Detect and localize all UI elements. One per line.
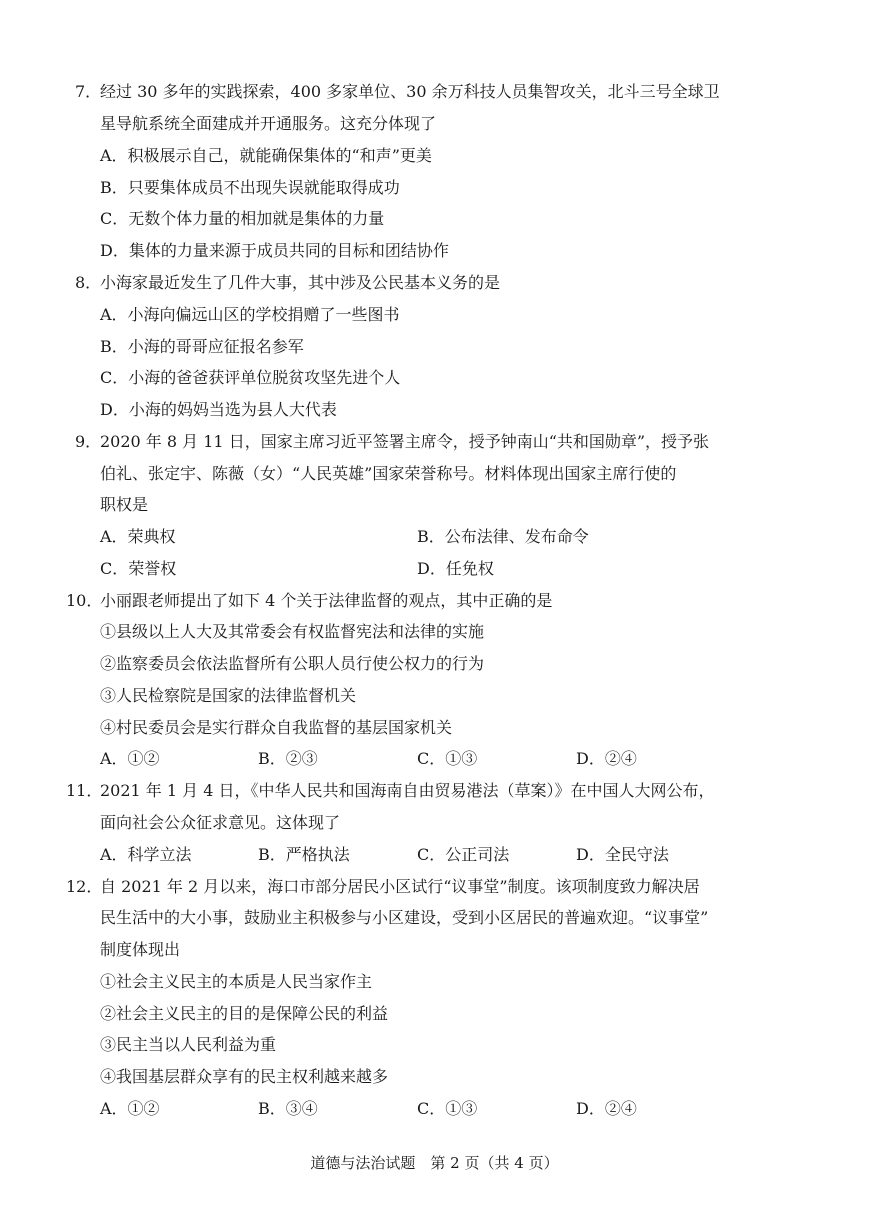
q10-number: 10．	[66, 591, 103, 610]
q7-option-d: D．集体的力量来源于成员共同的目标和团结协作	[100, 241, 449, 260]
q12-option-a: A．①②	[100, 1099, 160, 1118]
q8-option-a: A．小海向偏远山区的学校捐赠了一些图书	[100, 305, 400, 324]
q10-statement-2: ②监察委员会依法监督所有公职人员行使公权力的行为	[100, 654, 485, 673]
q12-option-d: D．②④	[576, 1099, 637, 1118]
q9-number: 9．	[75, 432, 102, 451]
q8-number: 8．	[75, 273, 102, 292]
q10-option-b: B．②③	[258, 749, 318, 768]
q12-option-c: C．①③	[417, 1099, 478, 1118]
q9-option-b: B．公布法律、发布命令	[417, 527, 589, 546]
q11-number: 11．	[66, 781, 103, 800]
q8-stem-line1: 小海家最近发生了几件大事，其中涉及公民基本义务的是	[100, 273, 501, 292]
q12-stem-line3: 制度体现出	[100, 940, 181, 959]
q11-option-b: B．严格执法	[258, 845, 350, 864]
q7-option-c: C．无数个体力量的相加就是集体的力量	[100, 209, 385, 228]
q7-option-b: B．只要集体成员不出现失误就能取得成功	[100, 178, 400, 197]
q12-statement-1: ①社会主义民主的本质是人民当家作主	[100, 972, 373, 991]
q12-statement-4: ④我国基层群众享有的民主权利越来越多	[100, 1067, 389, 1086]
q9-option-a: A．荣典权	[100, 527, 176, 546]
q9-option-c: C．荣誉权	[100, 559, 177, 578]
q12-stem-line2: 民生活中的大小事，鼓励业主积极参与小区建设，受到小区居民的普遍欢迎。“议事堂”	[100, 908, 709, 927]
q11-stem-line2: 面向社会公众征求意见。这体现了	[100, 813, 341, 832]
q7-number: 7．	[75, 82, 102, 101]
q11-option-a: A．科学立法	[100, 845, 192, 864]
q8-option-c: C．小海的爸爸获评单位脱贫攻坚先进个人	[100, 368, 401, 387]
q7-stem-line2: 星导航系统全面建成并开通服务。这充分体现了	[100, 114, 437, 133]
q12-option-b: B．③④	[258, 1099, 318, 1118]
q11-option-c: C．公正司法	[417, 845, 510, 864]
q8-option-d: D．小海的妈妈当选为县人大代表	[100, 400, 337, 419]
q9-stem-line2: 伯礼、张定宇、陈薇（女）“人民英雄”国家荣誉称号。材料体现出国家主席行使的	[100, 464, 677, 483]
q10-statement-4: ④村民委员会是实行群众自我监督的基层国家机关	[100, 718, 453, 737]
q12-stem-line1: 自 2021 年 2 月以来，海口市部分居民小区试行“议事堂”制度。该项制度致力解决居	[100, 877, 700, 896]
q10-option-a: A．①②	[100, 749, 160, 768]
q10-statement-1: ①县级以上人大及其常委会有权监督宪法和法律的实施	[100, 622, 485, 641]
q9-stem-line1: 2020 年 8 月 11 日，国家主席习近平签署主席令，授予钟南山“共和国勋章”，授予张	[100, 432, 710, 451]
q11-option-d: D．全民守法	[576, 845, 669, 864]
q10-option-d: D．②④	[576, 749, 637, 768]
q12-statement-3: ③民主当以人民利益为重	[100, 1035, 277, 1054]
page-footer: 道德与法治试题 第 2 页（共 4 页）	[310, 1154, 559, 1172]
q12-number: 12．	[66, 877, 103, 896]
q7-option-a: A．积极展示自己，就能确保集体的“和声”更美	[100, 146, 432, 165]
q11-stem-line1: 2021 年 1 月 4 日，《中华人民共和国海南自由贸易港法（草案）》在中国人大网公布，	[100, 781, 715, 800]
q9-option-d: D．任免权	[417, 559, 494, 578]
q8-option-b: B．小海的哥哥应征报名参军	[100, 337, 304, 356]
q7-stem-line1: 经过 30 多年的实践探索，400 多家单位、30 余万科技人员集智攻关，北斗三号全球卫	[100, 82, 720, 101]
q10-option-c: C．①③	[417, 749, 478, 768]
q10-statement-3: ③人民检察院是国家的法律监督机关	[100, 686, 357, 705]
q9-stem-line3: 职权是	[100, 495, 149, 514]
q10-stem-line1: 小丽跟老师提出了如下 4 个关于法律监督的观点，其中正确的是	[100, 591, 553, 610]
q12-statement-2: ②社会主义民主的目的是保障公民的利益	[100, 1004, 389, 1023]
